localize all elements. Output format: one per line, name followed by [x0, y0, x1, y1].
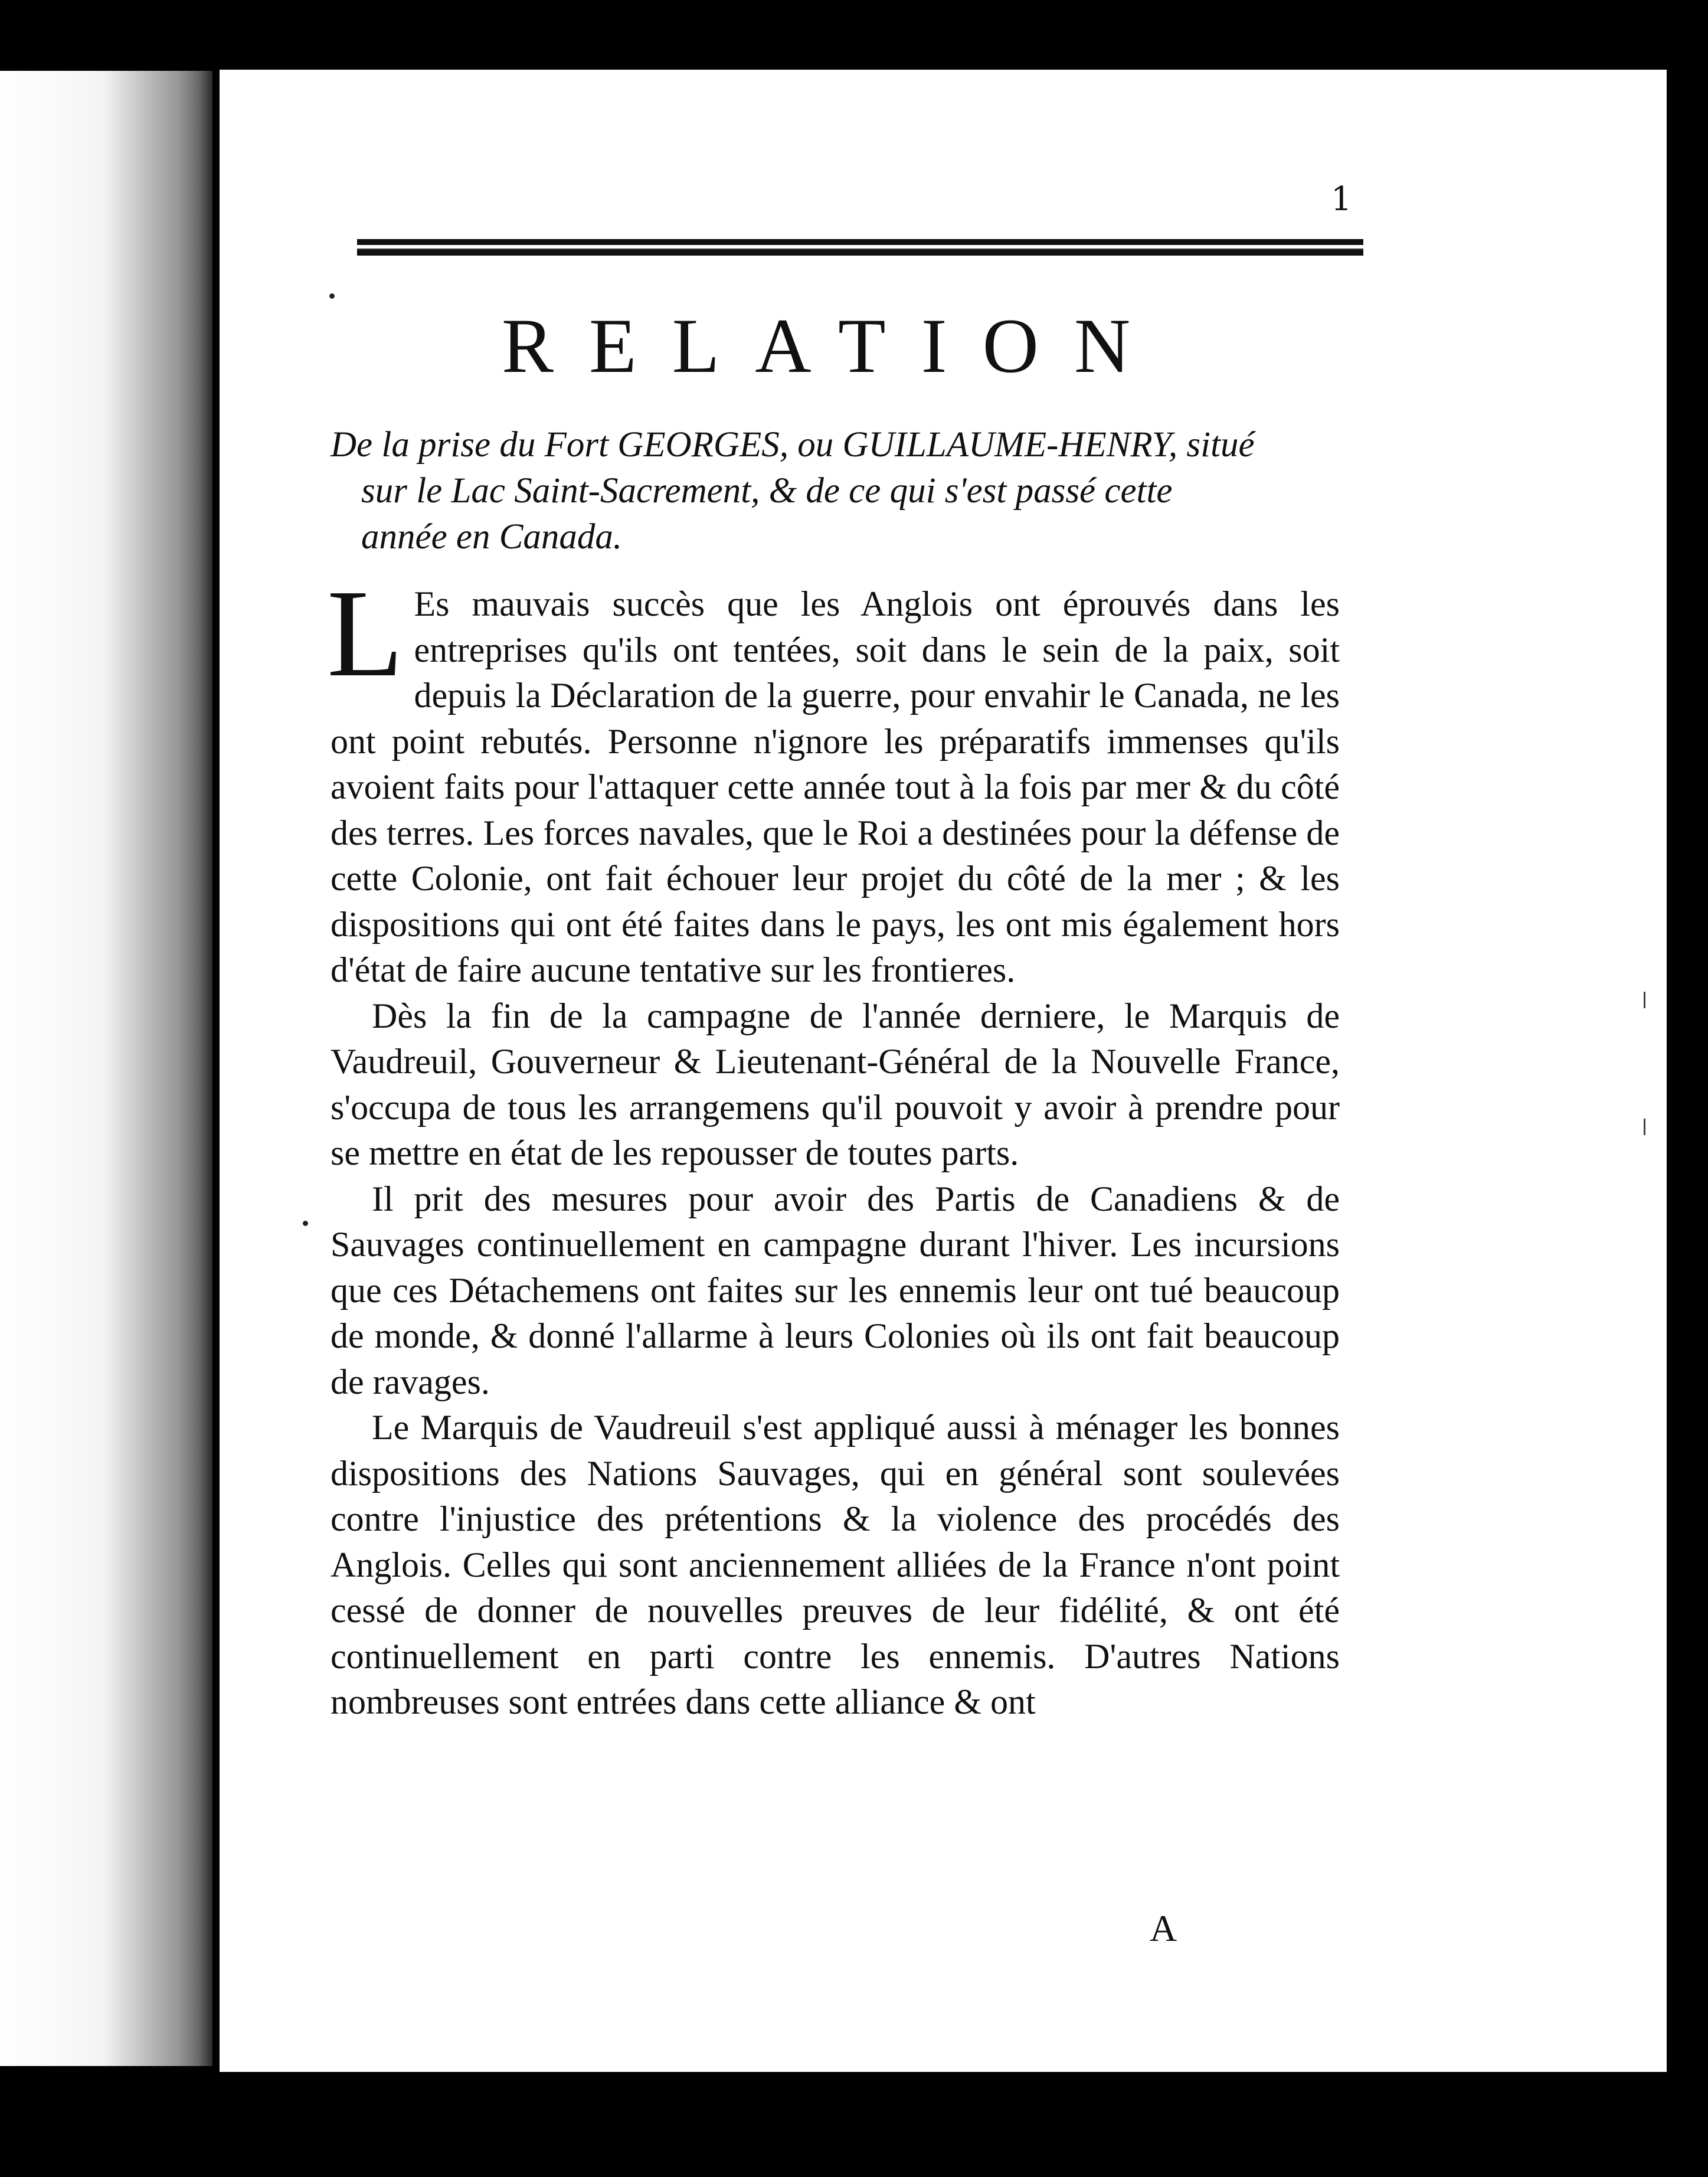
paragraph-4: Le Marquis de Vaudreuil s'est appliqué aussi à ménager les bonnes dispositions des Nations Sauvages, qui en général sont soulevées contre l'injustice des prétentions & la violence des procédés des Anglois. Celles qui sont anciennement alliées de la France n'ont point cessé de donner de nouvelles preuves de leur fidélité, & ont été continuellement en parti contre les ennemis. D'autres Nations nombreuses sont entrées dans cette alliance & ont [331, 1408, 1340, 1721]
drop-cap: L [327, 564, 404, 702]
page-number: 1 [1331, 180, 1352, 218]
subtitle-line-3: année en Canada. [361, 517, 623, 557]
signature-mark: A [1150, 1907, 1177, 1949]
paragraph-1 [327, 564, 1340, 993]
header-rule-inner-line [357, 249, 1363, 250]
book-gutter [177, 71, 212, 2066]
page-title: RELATION [502, 302, 1166, 389]
margin-mark [1644, 992, 1645, 1008]
facing-page-edge [0, 71, 188, 2066]
subtitle-line-1: De la prise du Fort GEORGES, ou GUILLAUME-HENRY, situé [331, 425, 1255, 465]
paragraph-3: Il prit des mesures pour avoir des Partis de Canadiens & de Sauvages continuellement en campagne durant l'hiver. Les incursions que ces Détachemens ont faites sur les ennemis leur ont tué beaucoup de monde, & donné l'allarme à leurs Colonies où ils ont fait beaucoup de ravages. [331, 1179, 1340, 1401]
subtitle [331, 422, 1340, 560]
paragraph-1-text: Es mauvais succès que les Anglois ont éprouvés dans les entreprises qu'ils ont tentées, soit dans le sein de la paix, soit depuis la Déclaration de la guerre, pour envahir le Canada, ne les ont point rebutés. Personne n'ignore les préparatifs immenses qu'ils avoient faits pour l'attaquer cette année tout à la fois par mer & du côté des terres. Les forces navales, que le Roi a destinées pour la défense de cette Colonie, ont fait échouer leur projet du côté de la mer ; & les dispositions qui ont été faites dans le pays, les ont mis également hors d'état de faire aucune tentative sur les frontieres. [331, 584, 1340, 989]
paragraph-2: Dès la fin de la campagne de l'année derniere, le Marquis de Vaudreuil, Gouverneur & Lieutenant-Général de la Nouvelle France, s'occupa de tous les arrangemens qu'il pouvoit y avoir à prendre pour se mettre en état de les repousser de toutes parts. [331, 996, 1340, 1172]
body-text [327, 564, 1340, 1725]
header-rule [357, 239, 1363, 256]
margin-mark [1644, 1119, 1645, 1135]
margin-dot [303, 1221, 308, 1226]
margin-dot [329, 293, 335, 299]
subtitle-line-2: sur le Lac Saint-Sacrement, & de ce qui s'est passé cette [361, 471, 1173, 511]
